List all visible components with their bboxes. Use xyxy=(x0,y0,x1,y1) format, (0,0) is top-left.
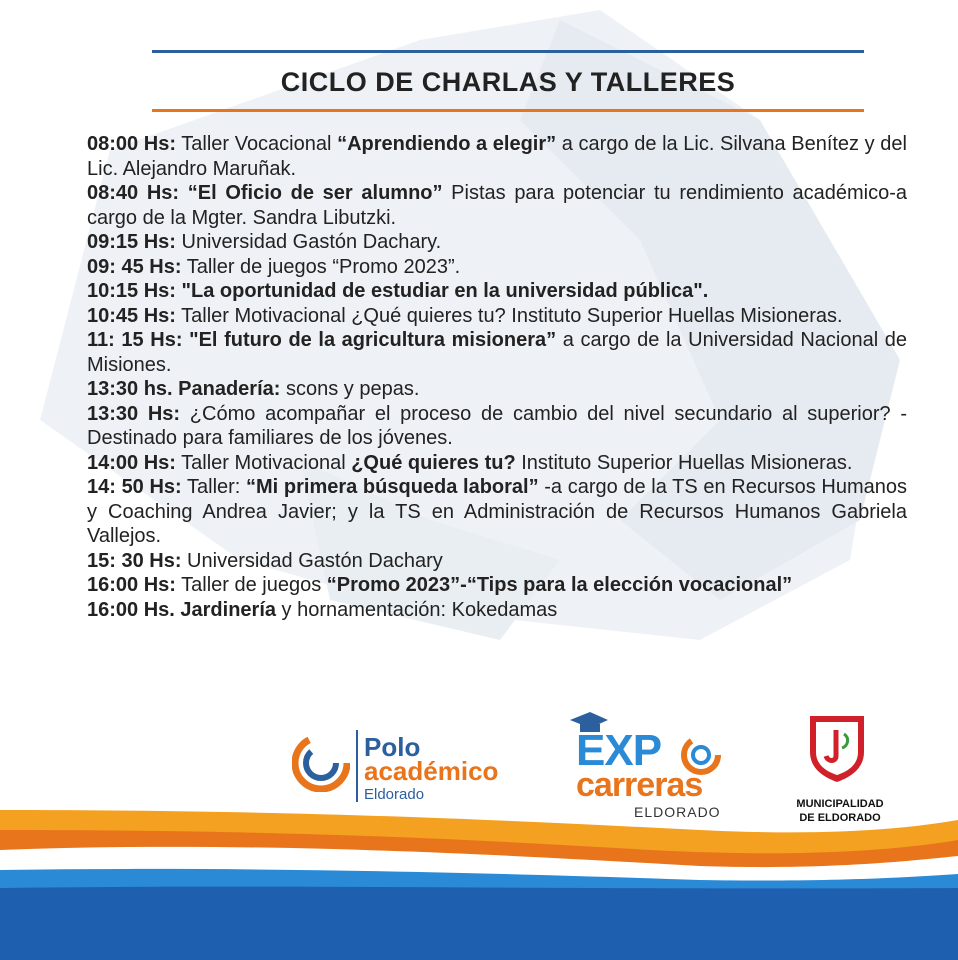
entry-text: Taller de juegos “Promo 2023”. xyxy=(181,255,461,278)
entry-tail: -a cargo de la TS en Recursos Humanos y Coaching Andrea Javier; y la TS en Administración de Recursos Humanos Gabriela Vallejos. xyxy=(87,476,907,547)
entry-tail: a cargo de la Universidad Nacional de Misiones. xyxy=(87,329,908,376)
entry-text xyxy=(179,182,188,204)
entry-tail: Pistas para potenciar tu rendimiento académico-a cargo de la Mgter. Sandra Libutzki. xyxy=(87,182,908,229)
title-block xyxy=(152,50,864,112)
expo-line1: EXP xyxy=(576,726,662,775)
entry-time: 15: 30 Hs: xyxy=(87,549,182,572)
polo-line2: académico xyxy=(364,756,499,786)
entry-time: 16:00 Hs: xyxy=(87,574,176,596)
muni-line1: MUNICIPALIDAD xyxy=(796,798,884,810)
schedule-entry xyxy=(87,573,907,598)
schedule-entry xyxy=(87,549,907,574)
entry-time: 11: 15 Hs: xyxy=(87,329,183,351)
schedule-entry xyxy=(87,328,907,377)
entry-time: 08:40 Hs: xyxy=(87,182,180,204)
schedule-entry xyxy=(87,255,907,280)
entry-time: 13:30 Hs: xyxy=(87,402,181,425)
schedule-list xyxy=(87,132,907,622)
schedule-entry xyxy=(87,451,907,476)
title-rule-bottom xyxy=(152,109,864,112)
entry-highlight: ¿Qué quieres tu? xyxy=(351,451,516,474)
entry-time: 14: 50 Hs: xyxy=(87,476,182,498)
schedule-entry xyxy=(87,279,907,304)
entry-highlight: "El futuro de la agricultura misionera” xyxy=(189,329,557,351)
footer-wave xyxy=(0,770,958,960)
muni-line2: DE ELDORADO xyxy=(799,812,881,824)
entry-text: Universidad Gastón Dachary xyxy=(181,549,443,572)
schedule-entry xyxy=(87,598,907,623)
entry-time: 09:15 Hs: xyxy=(87,231,176,253)
entry-text: y hornamentación: Kokedamas xyxy=(276,598,558,621)
entry-time: 13:30 hs. Panadería: xyxy=(87,378,281,400)
page-title: CICLO DE CHARLAS Y TALLERES xyxy=(280,67,736,97)
entry-time: 16:00 Hs. Jardinería xyxy=(87,598,276,621)
entry-text: scons y pepas. xyxy=(280,378,420,400)
entry-time: 09: 45 Hs: xyxy=(87,255,182,278)
entry-text: Taller de juegos xyxy=(175,574,327,596)
schedule-entry xyxy=(87,230,907,255)
entry-tail: a cargo de la Lic. Silvana Benítez y del Lic. Alejandro Maruñak. xyxy=(87,133,907,180)
entry-text: Taller: xyxy=(181,476,247,498)
entry-text: Taller Motivacional xyxy=(175,451,352,474)
entry-text: ¿Cómo acompañar el proceso de cambio del nivel secundario al superior? - Destinado para familiares de los jóvenes. xyxy=(87,402,907,449)
polo-line1: Polo xyxy=(364,732,421,762)
entry-time: 10:45 Hs: xyxy=(87,304,176,327)
entry-highlight: “Aprendiendo a elegir” xyxy=(337,133,557,155)
schedule-entry xyxy=(87,304,907,329)
schedule-entry xyxy=(87,181,907,230)
entry-time: 14:00 Hs: xyxy=(87,451,176,474)
entry-highlight: “El Oficio de ser alumno” xyxy=(187,182,443,204)
expo-line2: carreras xyxy=(576,766,703,804)
entry-time: 08:00 Hs: xyxy=(87,133,177,155)
schedule-entry xyxy=(87,377,907,402)
schedule-entry xyxy=(87,402,907,451)
entry-text: Taller Vocacional xyxy=(176,133,338,155)
polo-line3: Eldorado xyxy=(364,786,425,803)
entry-text: Taller Motivacional ¿Qué quieres tu? Instituto Superior Huellas Misioneras. xyxy=(175,304,843,327)
schedule-entry xyxy=(87,475,907,549)
entry-highlight: “Mi primera búsqueda laboral” xyxy=(246,476,539,498)
schedule-entry xyxy=(87,132,907,181)
entry-highlight: "La oportunidad de estudiar en la universidad pública". xyxy=(181,280,709,302)
expo-line3: ELDORADO xyxy=(634,804,721,820)
entry-time: 10:15 Hs: xyxy=(87,280,176,302)
entry-tail: Instituto Superior Huellas Misioneras. xyxy=(515,451,853,474)
entry-highlight: “Promo 2023”-“Tips para la elección vocacional” xyxy=(326,574,793,596)
entry-text: Universidad Gastón Dachary. xyxy=(175,231,442,253)
